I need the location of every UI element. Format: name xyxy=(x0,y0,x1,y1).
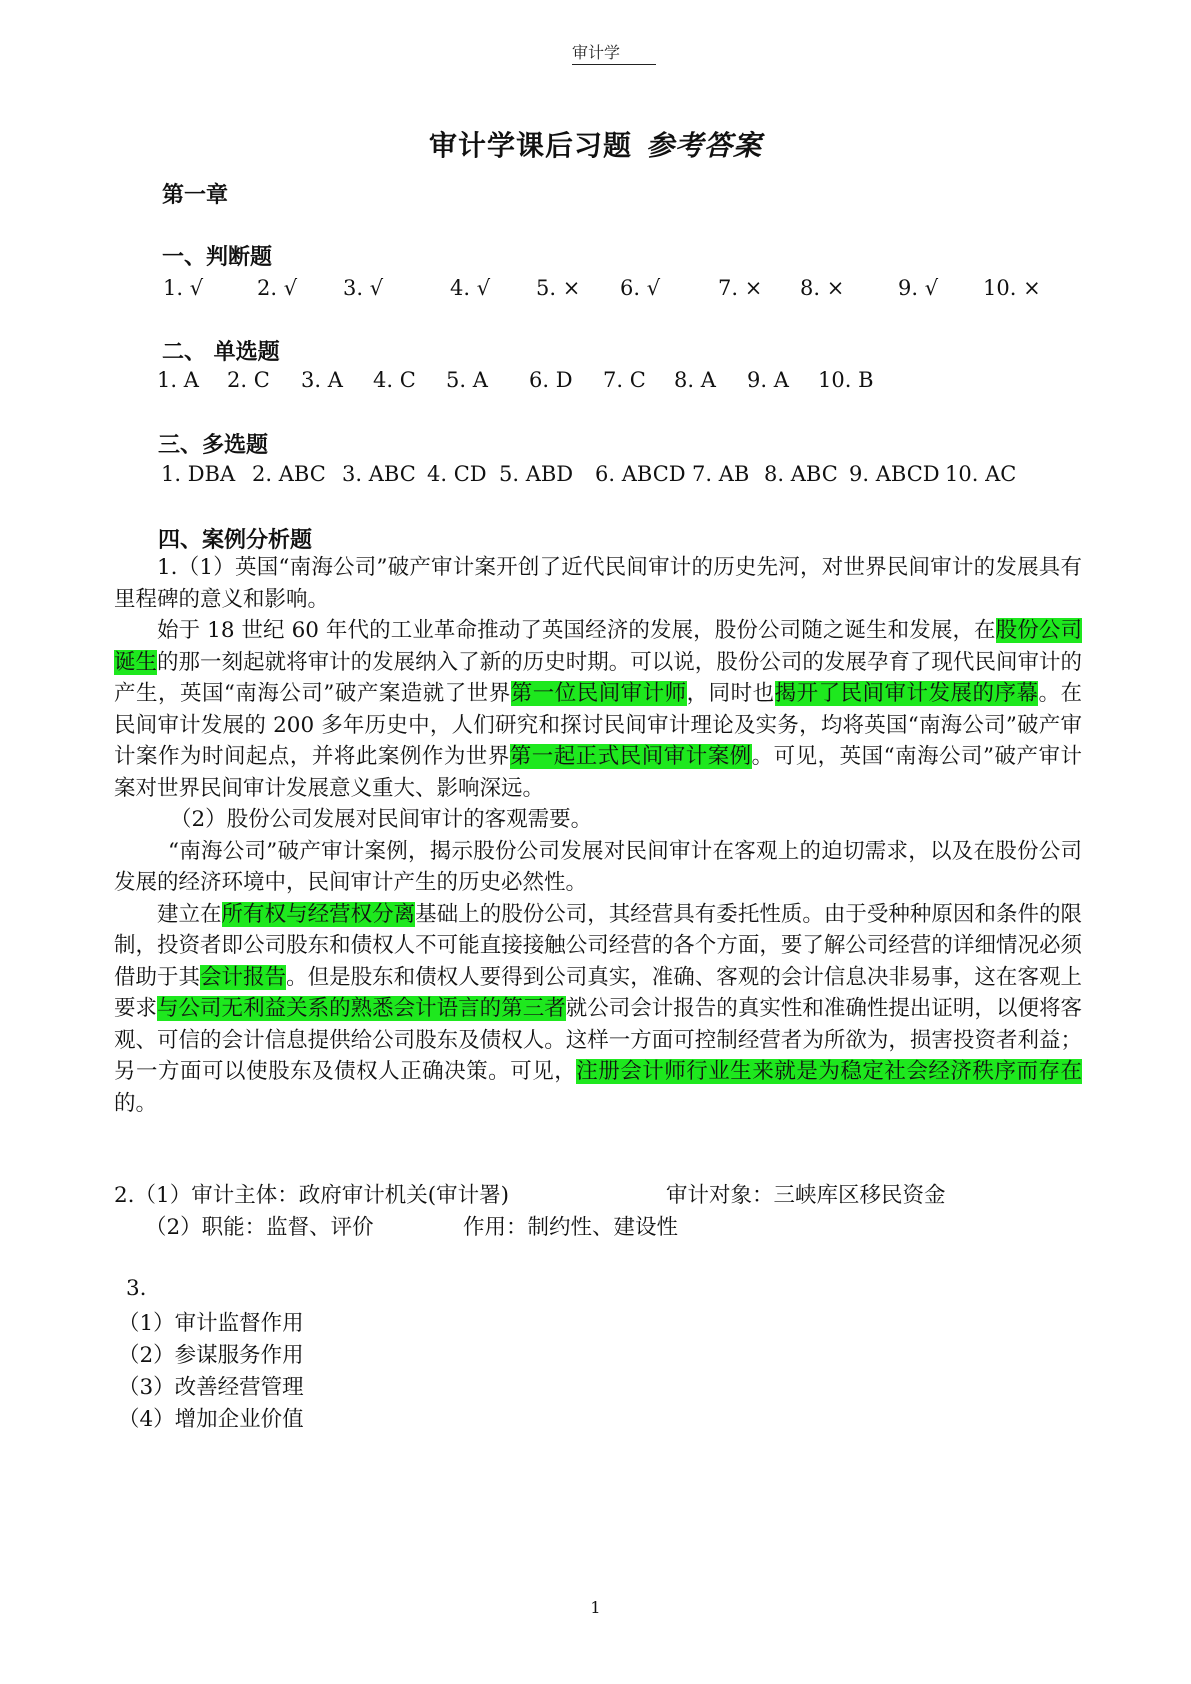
case-analysis-heading: 四、案例分析题 xyxy=(158,527,313,553)
answer-item: 4. √ xyxy=(450,276,491,300)
answer-item: 7. AB xyxy=(692,462,750,486)
true-false-heading: 一、判断题 xyxy=(162,244,273,270)
highlight: 第一位民间审计师 xyxy=(510,681,687,706)
answer-item: 3. A xyxy=(301,368,343,392)
case-1-paragraph-5 xyxy=(114,899,1082,1120)
answer-item: 5. ABD xyxy=(499,462,574,486)
answer-item: 10. B xyxy=(818,368,874,392)
text-run: 基础上的股份公司，其经营具有委托性质。由于受种种原因和条件的限制，投资者即公司股东和债权人不可能直接接触公司经营的各个方面，要了解公司经营的详细情况必须借助于其 xyxy=(114,901,1082,990)
answer-item: 10. AC xyxy=(945,462,1017,486)
answer-item: 5. × xyxy=(536,276,581,300)
answer-item: 9. A xyxy=(747,368,789,392)
case-1-paragraph-1: 1.（1）英国“南海公司”破产审计案开创了近代民间审计的历史先河，对世界民间审计的发展具有里程碑的意义和影响。 xyxy=(114,555,1082,612)
answer-item: 7. C xyxy=(603,368,646,392)
case-1-paragraph-2 xyxy=(114,615,1082,804)
text-run: 的。 xyxy=(114,1090,158,1116)
answer-item: 8. × xyxy=(800,276,845,300)
case-2-line-1b: 审计对象：三峡库区移民资金 xyxy=(666,1183,946,1208)
answer-item: 1. √ xyxy=(163,276,204,300)
case-3-item: （3）改善经营管理 xyxy=(118,1375,304,1400)
case-3-item: （4）增加企业价值 xyxy=(118,1407,304,1432)
case-3-item: （1）审计监督作用 xyxy=(118,1311,304,1336)
answer-item: 10. × xyxy=(983,276,1041,300)
text-run: 。但是股东和债权人要得到公司真实，准确、客观的会计信息决非易事，这在客观上要求 xyxy=(114,964,1082,1021)
title-italic: 参考答案 xyxy=(646,129,763,162)
case-2-line-1a: 2.（1）审计主体：政府审计机关(审计署) xyxy=(114,1183,509,1208)
document-title xyxy=(0,124,1191,164)
case-1-paragraph-4: “南海公司”破产审计案例，揭示股份公司发展对民间审计在客观上的迫切需求，以及在股份公司发展的经济环境中，民间审计产生的历史必然性。 xyxy=(114,838,1082,895)
answer-item: 2. √ xyxy=(257,276,298,300)
text-run: 始于 18 世纪 60 年代的工业革命推动了英国经济的发展，股份公司随之诞生和发展，在 xyxy=(157,618,996,643)
answer-item: 3. √ xyxy=(343,276,384,300)
answer-item: 9. ABCD xyxy=(849,462,940,486)
running-header: 审计学 xyxy=(572,40,656,65)
answer-item: 4. CD xyxy=(427,462,487,486)
answer-item: 8. A xyxy=(674,368,716,392)
answer-item: 2. ABC xyxy=(252,462,326,486)
answer-item: 1. DBA xyxy=(161,462,236,486)
multi-choice-answers xyxy=(0,462,1191,492)
highlight: 第一起正式民间审计案例 xyxy=(509,744,752,769)
case-3-item: （2）参谋服务作用 xyxy=(118,1343,304,1368)
answer-item: 1. A xyxy=(157,368,199,392)
answer-item: 9. √ xyxy=(898,276,939,300)
answer-item: 8. ABC xyxy=(764,462,838,486)
case-1-paragraph-3: （2）股份公司发展对民间审计的客观需要。 xyxy=(170,807,593,832)
page-number: 1 xyxy=(590,1598,601,1617)
title-main: 审计学课后习题 xyxy=(428,129,632,162)
single-choice-answers xyxy=(0,368,1191,398)
case-1-body xyxy=(114,552,1082,1119)
text-run: 就公司会计报告的真实性和准确性提出证明，以便将客观、可信的会计信息提供给公司股东及债权人。这样一方面可控制经营者为所欲为，损害投资者利益；另一方面可以使股东及债权人正确决策。可见， xyxy=(114,996,1082,1084)
text-run: ，同时也 xyxy=(686,681,775,706)
answer-item: 6. D xyxy=(529,368,573,392)
highlight: 会计报告 xyxy=(200,964,287,990)
answer-item: 6. ABCD xyxy=(595,462,686,486)
answer-item: 5. A xyxy=(446,368,488,392)
text-run: 。在民间审计发展的 200 多年历史中，人们研究和探讨民间审计理论及实务，均将英国“南海公司”破产审计案作为时间起点，并将此案例作为世界 xyxy=(114,681,1082,769)
highlight: 股份公司诞生 xyxy=(114,618,1082,675)
highlight: 与公司无利益关系的熟悉会计语言的第三者 xyxy=(157,996,566,1021)
highlight: 所有权与经营权分离 xyxy=(221,901,416,927)
answer-item: 7. × xyxy=(718,276,763,300)
case-2-line-2b: 作用：制约性、建设性 xyxy=(463,1215,679,1240)
text-run: 的那一刻起就将审计的发展纳入了新的历史时期。可以说，股份公司的发展孕育了现代民间审计的产生，英国“南海公司”破产案造就了世界 xyxy=(114,649,1082,706)
answer-item: 2. C xyxy=(227,368,270,392)
chapter-heading: 第一章 xyxy=(162,182,229,208)
answer-item: 4. C xyxy=(373,368,416,392)
case-2-line-2a: （2）职能：监督、评价 xyxy=(145,1215,374,1240)
highlight: 注册会计师行业生来就是为稳定社会经济秩序而存在 xyxy=(576,1059,1082,1084)
text-run: 。可见，英国“南海公司”破产审计案对世界民间审计发展意义重大、影响深远。 xyxy=(114,744,1082,801)
answer-item: 3. ABC xyxy=(342,462,416,486)
single-choice-heading: 二、 单选题 xyxy=(162,339,280,365)
true-false-answers xyxy=(0,276,1191,306)
highlight: 揭开了民间审计发展的序幕 xyxy=(774,681,1039,706)
answer-item: 6. √ xyxy=(620,276,661,300)
text-run: 建立在 xyxy=(157,901,222,927)
case-3-number: 3. xyxy=(126,1276,147,1301)
multi-choice-heading: 三、多选题 xyxy=(158,432,269,458)
